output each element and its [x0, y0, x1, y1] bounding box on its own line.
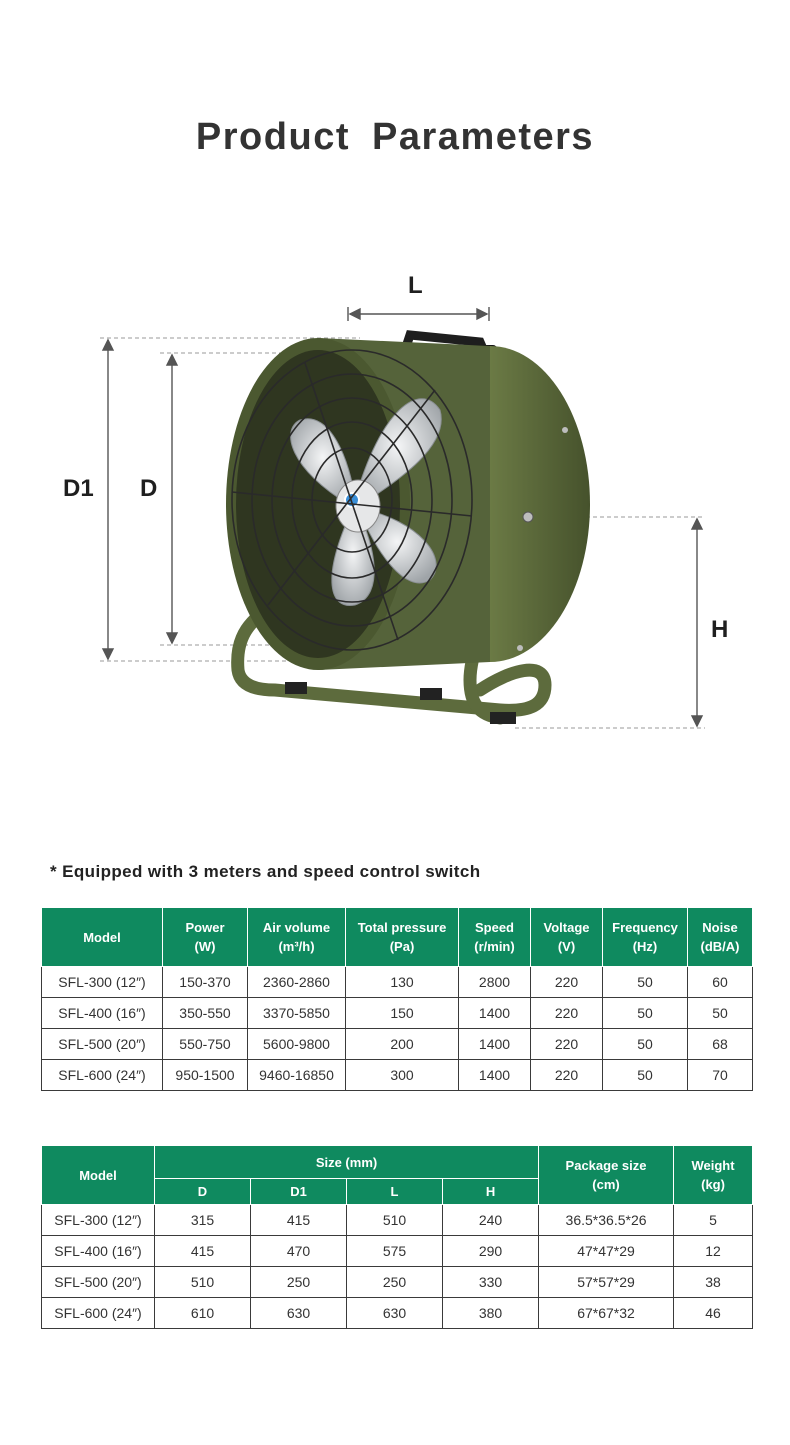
header-cell: Frequency (Hz)	[603, 908, 688, 967]
table-row	[42, 1236, 753, 1267]
table-cell: 470	[251, 1236, 347, 1267]
table-cell: 3370-5850	[248, 998, 346, 1029]
table-cell: 220	[531, 1060, 603, 1091]
dimension-label-h: H	[711, 616, 729, 643]
table-cell: 415	[251, 1205, 347, 1236]
table-cell: SFL-500 (20″)	[42, 1267, 155, 1298]
table-row	[42, 1298, 753, 1329]
table-cell: 575	[347, 1236, 443, 1267]
fan-dimension-diagram	[0, 260, 790, 760]
table-cell: 38	[674, 1267, 753, 1298]
table-cell: SFL-600 (24″)	[42, 1060, 163, 1091]
header-cell: Model	[42, 1146, 155, 1205]
table-cell: 50	[688, 998, 753, 1029]
table-cell: SFL-500 (20″)	[42, 1029, 163, 1060]
table-row	[42, 998, 753, 1029]
table-cell: 510	[347, 1205, 443, 1236]
table-cell: 57*57*29	[539, 1267, 674, 1298]
table-cell: 510	[155, 1267, 251, 1298]
table-cell: 46	[674, 1298, 753, 1329]
header-cell: Size (mm)	[155, 1146, 539, 1179]
header-cell: Model	[42, 908, 163, 967]
table-cell: SFL-400 (16″)	[42, 1236, 155, 1267]
table-row	[42, 1060, 753, 1091]
header-cell: Package size (cm)	[539, 1146, 674, 1205]
table-cell: 415	[155, 1236, 251, 1267]
header-cell: Weight (kg)	[674, 1146, 753, 1205]
table-cell: 150	[346, 998, 459, 1029]
table-cell: SFL-300 (12″)	[42, 1205, 155, 1236]
table-cell: 950-1500	[163, 1060, 248, 1091]
table-cell: 315	[155, 1205, 251, 1236]
table-cell: 250	[347, 1267, 443, 1298]
fan-illustration	[0, 260, 790, 760]
table-cell: 330	[443, 1267, 539, 1298]
table-cell: 240	[443, 1205, 539, 1236]
stand-foot	[420, 688, 442, 700]
header-cell: Voltage (V)	[531, 908, 603, 967]
table-cell: 550-750	[163, 1029, 248, 1060]
dimension-table	[41, 1145, 753, 1329]
table-row	[42, 967, 753, 998]
table-cell: 50	[603, 998, 688, 1029]
table-cell: 350-550	[163, 998, 248, 1029]
table-cell: 610	[155, 1298, 251, 1329]
table-cell: 47*47*29	[539, 1236, 674, 1267]
table-cell: SFL-400 (16″)	[42, 998, 163, 1029]
table-cell: 250	[251, 1267, 347, 1298]
table-cell: 12	[674, 1236, 753, 1267]
table-cell: 290	[443, 1236, 539, 1267]
table-cell: 36.5*36.5*26	[539, 1205, 674, 1236]
header-cell: L	[347, 1179, 443, 1205]
table-cell: 50	[603, 967, 688, 998]
table-cell: 70	[688, 1060, 753, 1091]
table-cell: 50	[603, 1029, 688, 1060]
table-cell: 5600-9800	[248, 1029, 346, 1060]
table-cell: 220	[531, 1029, 603, 1060]
table-cell: 150-370	[163, 967, 248, 998]
dimension-label-d: D	[140, 475, 158, 502]
dimension-label-l: L	[408, 272, 423, 299]
accessory-note: * Equipped with 3 meters and speed control switch	[50, 862, 481, 881]
page-title: Product Parameters	[195, 116, 595, 158]
table-cell: 220	[531, 967, 603, 998]
performance-table	[41, 907, 753, 1091]
table-cell: 67*67*32	[539, 1298, 674, 1329]
table-header-row	[42, 908, 753, 967]
table-cell: 630	[347, 1298, 443, 1329]
table-cell: 1400	[459, 1029, 531, 1060]
table-cell: 300	[346, 1060, 459, 1091]
table-cell: 2800	[459, 967, 531, 998]
table-cell: 130	[346, 967, 459, 998]
table-cell: 9460-16850	[248, 1060, 346, 1091]
table-row	[42, 1029, 753, 1060]
table-header-row	[42, 1146, 753, 1179]
table-row	[42, 1267, 753, 1298]
table-cell: 2360-2860	[248, 967, 346, 998]
header-cell: Speed (r/min)	[459, 908, 531, 967]
table-cell: 1400	[459, 1060, 531, 1091]
table-cell: 220	[531, 998, 603, 1029]
table-cell: 60	[688, 967, 753, 998]
header-cell: Air volume (m³/h)	[248, 908, 346, 967]
header-cell: Noise (dB/A)	[688, 908, 753, 967]
table-cell: 68	[688, 1029, 753, 1060]
header-cell: D	[155, 1179, 251, 1205]
table-cell: SFL-600 (24″)	[42, 1298, 155, 1329]
dimension-label-d1: D1	[63, 475, 94, 502]
stand-foot	[490, 712, 516, 724]
header-cell: Power (W)	[163, 908, 248, 967]
table-cell: 630	[251, 1298, 347, 1329]
table-cell: 5	[674, 1205, 753, 1236]
header-cell: Total pressure (Pa)	[346, 908, 459, 967]
header-cell: D1	[251, 1179, 347, 1205]
header-cell: H	[443, 1179, 539, 1205]
table-cell: 200	[346, 1029, 459, 1060]
stand-foot	[285, 682, 307, 694]
table-cell: SFL-300 (12″)	[42, 967, 163, 998]
table-row	[42, 1205, 753, 1236]
table-cell: 50	[603, 1060, 688, 1091]
table-cell: 380	[443, 1298, 539, 1329]
table-cell: 1400	[459, 998, 531, 1029]
